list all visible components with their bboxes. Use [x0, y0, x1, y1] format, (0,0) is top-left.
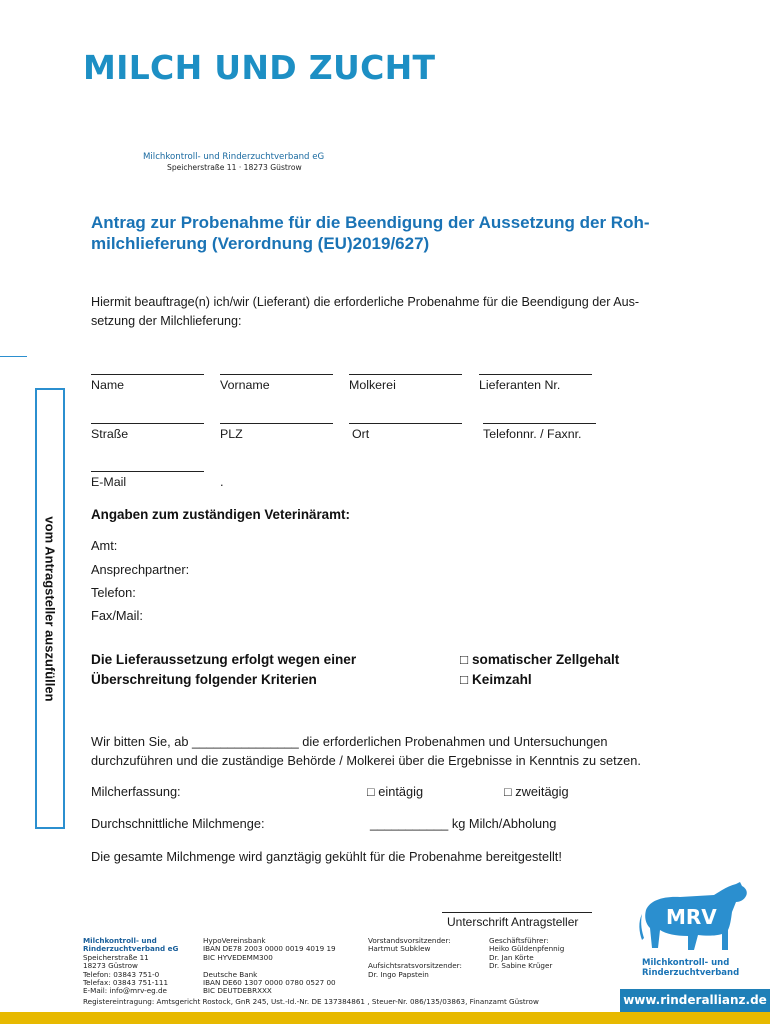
- logo-text: MRV: [666, 905, 717, 929]
- vet-faxmail[interactable]: Fax/Mail:: [91, 608, 143, 623]
- field-line: [483, 423, 596, 424]
- signature-label: Unterschrift Antragsteller: [447, 915, 579, 929]
- field-strasse[interactable]: [91, 423, 204, 441]
- cooling-note: Die gesamte Milchmenge wird ganztägig gekühlt für die Probenahme bereitgestellt!: [91, 849, 562, 864]
- mrv-caption: [642, 958, 739, 978]
- field-ort-label: Ort: [352, 427, 370, 441]
- footer-iban2: IBAN DE60 1307 0000 0780 0527 00: [203, 978, 336, 988]
- field-name-label: Name: [91, 378, 125, 392]
- footer-bic2: BIC DEUTDEBRXXX: [203, 986, 272, 996]
- side-label-box: [35, 388, 65, 829]
- criteria-line2: Überschreitung folgender Kriterien: [91, 672, 317, 687]
- request-line1: Wir bitten Sie, ab _______________ die erforderlichen Probenahmen und Untersuchungen: [91, 734, 608, 749]
- field-line: [220, 374, 333, 375]
- footer-org-line1: Milchkontroll- und: [83, 936, 157, 945]
- footer-mgmt-title: Geschäftsführer:: [489, 936, 549, 945]
- field-line: [220, 423, 333, 424]
- milchmenge-field[interactable]: ___________ kg Milch/Abholung: [370, 816, 557, 831]
- field-vorname[interactable]: [220, 374, 333, 392]
- field-email[interactable]: [91, 471, 204, 489]
- field-line: [91, 374, 204, 375]
- mrv-caption-line2: Rinderzuchtverband: [642, 968, 740, 978]
- field-line: [479, 374, 592, 375]
- vet-heading: Angaben zum zuständigen Veterinäramt:: [91, 507, 350, 522]
- field-line: [349, 374, 462, 375]
- request-paragraph: [91, 732, 731, 770]
- footer-mgmt-name2: Dr. Jan Körte: [489, 952, 534, 962]
- field-strasse-label: Straße: [91, 427, 129, 441]
- form-title: [91, 212, 711, 254]
- footer-bank2: Deutsche Bank: [203, 969, 258, 979]
- registry-line: Registereintragung: Amtsgericht Rostock, GnR 245, Ust.-Id.-Nr. DE 137384861 , Steuer-Nr. 086/135/03863, Finanzamt Güstrow: [83, 997, 539, 1006]
- org-name: Milchkontroll- und Rinderzuchtverband eG: [143, 152, 325, 162]
- criteria-heading: [91, 650, 356, 690]
- milcherfassung-label: Milcherfassung:: [91, 784, 181, 799]
- checkbox-zweitaegig[interactable]: □ zweitägig: [504, 784, 569, 799]
- field-vorname-label: Vorname: [220, 378, 270, 392]
- field-lieferanten-nr[interactable]: [479, 374, 592, 392]
- footer-chair-name: Hartmut Subklew: [368, 944, 431, 954]
- stray-dot: .: [220, 474, 224, 489]
- footer-col-address: [83, 937, 178, 996]
- milchmenge-label: Durchschnittliche Milchmenge:: [91, 816, 265, 831]
- signature-line[interactable]: [442, 912, 592, 913]
- field-line: [91, 471, 204, 472]
- vet-telefon[interactable]: Telefon:: [91, 585, 136, 600]
- mrv-caption-line1: Milchkontroll- und: [642, 958, 730, 968]
- intro-line2: setzung der Milchlieferung:: [91, 314, 242, 328]
- footer-bic1: BIC HYVEDEMM300: [203, 952, 273, 962]
- footer-col-bank: [203, 937, 336, 996]
- cow-icon: [636, 880, 751, 962]
- checkbox-somatischer-zellgehalt[interactable]: □ somatischer Zellgehalt: [460, 652, 620, 667]
- criteria-options: [460, 650, 619, 690]
- footer-color-bar: [0, 1012, 770, 1024]
- vet-ansprechpartner[interactable]: Ansprechpartner:: [91, 562, 190, 577]
- footer-iban1: IBAN DE78 2003 0000 0019 4019 19: [203, 944, 336, 954]
- footer-col-management: [489, 937, 564, 971]
- footer-city: 18273 Güstrow: [83, 961, 138, 971]
- footer-supervisory-name: Dr. Ingo Papstein: [368, 969, 429, 979]
- side-tick-line: [0, 356, 27, 357]
- field-plz-label: PLZ: [220, 427, 243, 441]
- intro-text: [91, 293, 716, 331]
- footer-chair-title: Vorstandsvorsitzender:: [368, 936, 451, 945]
- criteria-line1: Die Lieferaussetzung erfolgt wegen einer: [91, 652, 357, 667]
- field-name[interactable]: [91, 374, 204, 392]
- field-email-label: E-Mail: [91, 475, 127, 489]
- footer-fax: Telefax: 03843 751-111: [83, 978, 169, 988]
- mrv-cow-logo: [636, 880, 751, 962]
- footer-org-line2: Rinderzuchtverband eG: [83, 944, 179, 954]
- checkbox-eintaegig[interactable]: □ eintägig: [367, 784, 424, 799]
- footer-email: E-Mail: info@mrv-eg.de: [83, 986, 167, 996]
- field-molkerei[interactable]: [349, 374, 462, 392]
- form-title-line2: milchlieferung (Verordnung (EU)2019/627): [91, 234, 430, 253]
- footer-phone: Telefon: 03843 751-0: [83, 969, 160, 979]
- field-telefon-fax-label: Telefonnr. / Faxnr.: [483, 427, 582, 441]
- field-line: [349, 423, 462, 424]
- form-title-line1: Antrag zur Probenahme für die Beendigung der Aussetzung der Roh-: [91, 213, 650, 232]
- field-plz[interactable]: [220, 423, 333, 441]
- field-telefon-fax[interactable]: [483, 423, 596, 441]
- checkbox-keimzahl[interactable]: □ Keimzahl: [460, 672, 532, 687]
- field-line: [91, 423, 204, 424]
- footer-bank1: HypoVereinsbank: [203, 936, 266, 945]
- field-molkerei-label: Molkerei: [349, 378, 396, 392]
- vet-amt[interactable]: Amt:: [91, 538, 118, 553]
- website-link[interactable]: www.rinderallianz.de: [620, 989, 770, 1012]
- footer-col-board: [368, 937, 462, 979]
- request-line2: durchzuführen und die zuständige Behörde / Molkerei über die Ergebnisse in Kenntnis zu setzen.: [91, 753, 641, 768]
- intro-line1: Hiermit beauftrage(n) ich/wir (Lieferant) die erforderliche Probenahme für die Beendigung der Aus-: [91, 295, 640, 309]
- brand-title: MILCH UND ZUCHT: [83, 48, 436, 87]
- footer-mgmt-name3: Dr. Sabine Krüger: [489, 961, 553, 971]
- footer-street: Speicherstraße 11: [83, 952, 149, 962]
- side-label: vom Antragsteller auszufüllen: [42, 515, 58, 702]
- field-lieferanten-nr-label: Lieferanten Nr.: [479, 378, 561, 392]
- field-ort[interactable]: [349, 423, 462, 441]
- footer-supervisory-title: Aufsichtsratsvorsitzender:: [368, 961, 462, 971]
- org-address: Speicherstraße 11 · 18273 Güstrow: [167, 163, 302, 172]
- footer-mgmt-name1: Heiko Güldenpfennig: [489, 944, 565, 954]
